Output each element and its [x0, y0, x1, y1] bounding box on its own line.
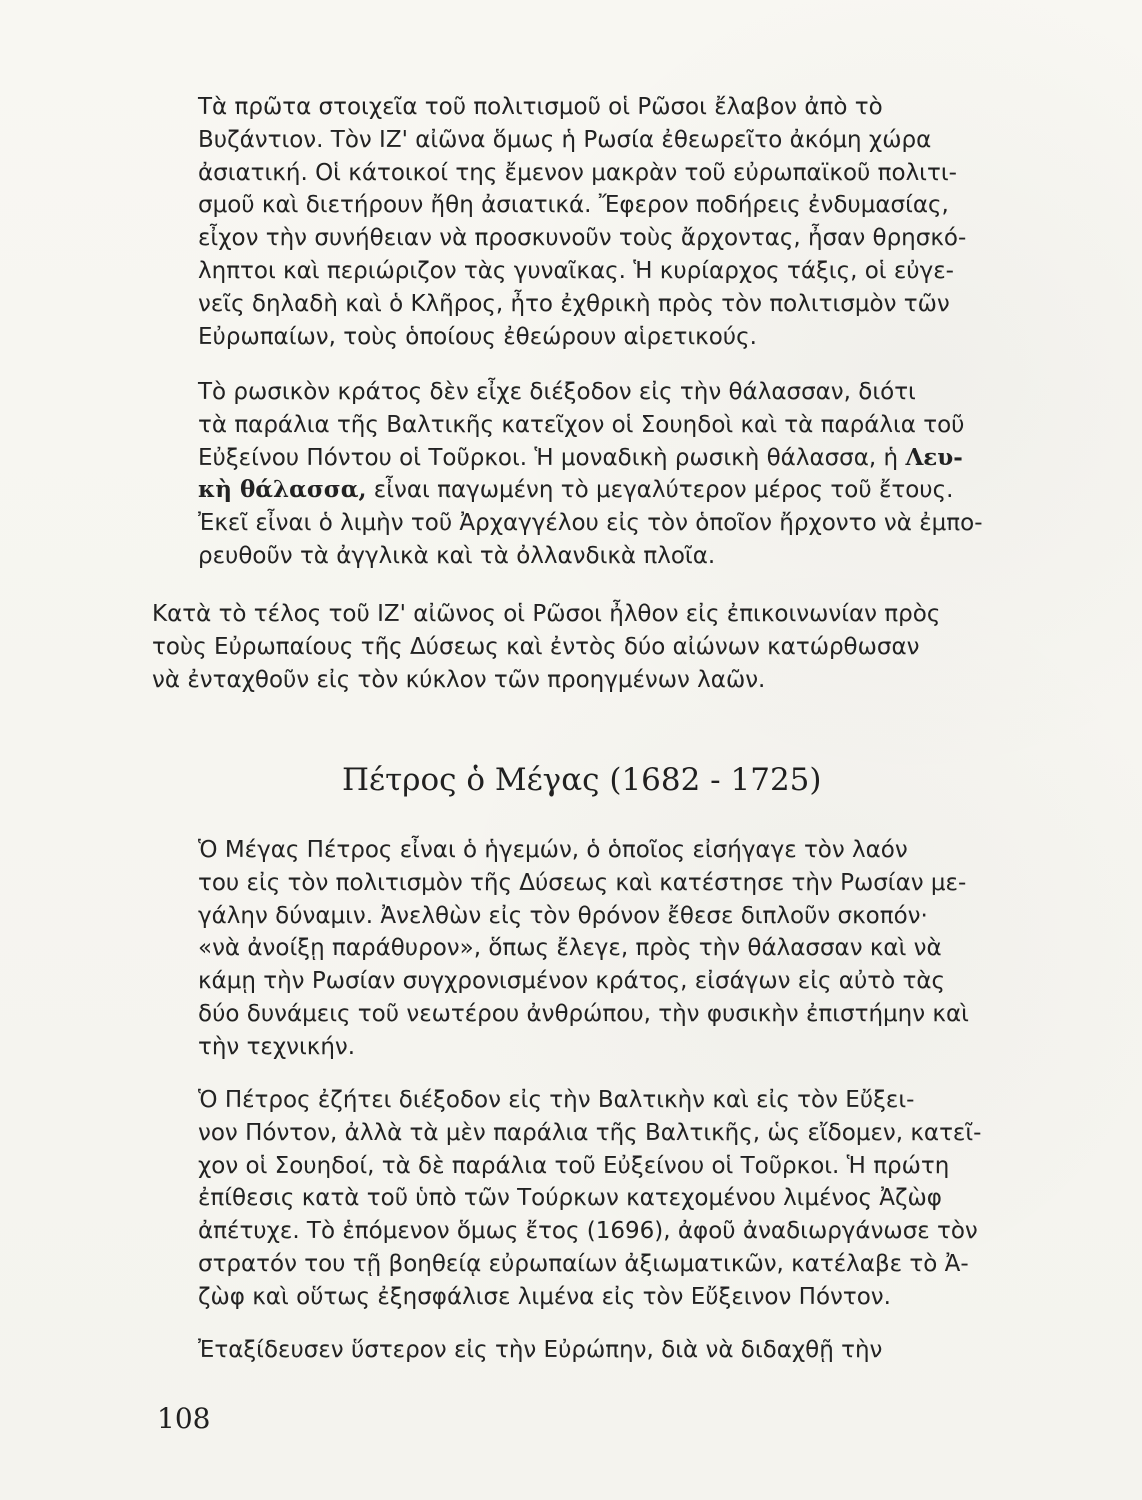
- paragraph-intro: [152, 91, 1012, 353]
- text-line: Τὰ πρῶτα στοιχεῖα τοῦ πολιτισμοῦ οἱ Ρῶσοι ἔλαβον ἀπὸ τὸ: [198, 94, 883, 120]
- text-line: Ἐκεῖ εἶναι ὁ λιμὴν τοῦ Ἀρχαγγέλου εἰς τὸν ὁποῖον ἤρχοντο νὰ ἐμπο-: [198, 510, 983, 537]
- text-line: κὴ θάλασσα, εἶναι παγωμένη τὸ μεγαλύτερον μέρος τοῦ ἔτους.: [198, 476, 954, 504]
- text-line: τὰ παράλια τῆς Βαλτικῆς κατεῖχον οἱ Σουηδοὶ καὶ τὰ παράλια τοῦ: [198, 411, 965, 438]
- text-line: χον οἱ Σουηδοί, τὰ δὲ παράλια τοῦ Εὐξείνου οἱ Τοῦρκοι. Ἡ πρώτη: [198, 1152, 950, 1179]
- text-line: Τὸ ρωσικὸν κράτος δὲν εἶχε διέξοδον εἰς τὴν θάλασσαν, διότι: [198, 379, 916, 405]
- text-line: ζὼφ καὶ οὕτως ἐξησφάλισε λιμένα εἰς τὸν Εὔξεινον Πόντον.: [198, 1283, 891, 1310]
- text-line: δύο δυνάμεις τοῦ νεωτέρου ἀνθρώπου, τὴν φυσικὴν ἐπιστήμην καὶ: [198, 1000, 969, 1027]
- text-line: ληπτοι καὶ περιώριζον τὰς γυναῖκας. Ἡ κυρίαρχος τάξις, οἱ εὐγε-: [198, 257, 954, 284]
- text-line: ἀσιατική. Οἱ κάτοικοί της ἔμενον μακρὰν τοῦ εὐρωπαϊκοῦ πολιτι-: [198, 159, 957, 186]
- section-heading: Πέτρος ὁ Μέγας (1682 - 1725): [342, 762, 822, 798]
- text-line: σμοῦ καὶ διετήρουν ἤθη ἀσιατικά. Ἔφερον ποδήρεις ἐνδυμασίας,: [198, 192, 949, 219]
- emphasis-text: Λευ-: [905, 443, 963, 471]
- text-line: Κατὰ τὸ τέλος τοῦ ΙΖ' αἰῶνος οἱ Ρῶσοι ἦλθον εἰς ἐπικοινωνίαν πρὸς: [152, 601, 941, 627]
- text-line: γάλην δύναμιν. Ἀνελθὼν εἰς τὸν θρόνον ἔθεσε διπλοῦν σκοπόν·: [198, 902, 928, 929]
- text-line: ἀπέτυχε. Τὸ ἑπόμενον ὅμως ἔτος (1696), ἀφοῦ ἀναδιωργάνωσε τὸν: [198, 1218, 978, 1245]
- paragraph-sea-access: [152, 376, 1012, 573]
- text-line: στρατόν του τῇ βοηθείᾳ εὐρωπαίων ἀξιωματικῶν, κατέλαβε τὸ Ἀ-: [198, 1250, 969, 1277]
- text-line: ρευθοῦν τὰ ἀγγλικὰ καὶ τὰ ὀλλανδικὰ πλοῖα.: [198, 542, 716, 569]
- text-line: Ὁ Μέγας Πέτρος εἶναι ὁ ἡγεμών, ὁ ὁποῖος εἰσήγαγε τὸν λαόν: [198, 837, 908, 863]
- text-line: «νὰ ἀνοίξῃ παράθυρον», ὅπως ἔλεγε, πρὸς τὴν θάλασσαν καὶ νὰ: [198, 935, 942, 962]
- paragraph-travel: [152, 1334, 1012, 1367]
- paragraph-contact-with-west: [152, 598, 1012, 696]
- emphasis-text: κὴ θάλασσα,: [198, 476, 367, 504]
- text-line: κάμῃ τὴν Ρωσίαν συγχρονισμένον κράτος, εἰσάγων εἰς αὐτὸ τὰς: [198, 968, 946, 995]
- text-line: νὰ ἐνταχθοῦν εἰς τὸν κύκλον τῶν προηγμένων λαῶν.: [152, 666, 766, 693]
- text-line: Ἐταξίδευσεν ὕστερον εἰς τὴν Εὐρώπην, διὰ νὰ διδαχθῇ τὴν: [198, 1337, 883, 1363]
- text-line: νεῖς δηλαδὴ καὶ ὁ Κλῆρος, ἦτο ἐχθρικὴ πρὸς τὸν πολιτισμὸν τῶν: [198, 290, 950, 317]
- text-line: Βυζάντιον. Τὸν ΙΖ' αἰῶνα ὅμως ἡ Ρωσία ἐθεωρεῖτο ἀκόμη χώρα: [198, 126, 932, 153]
- text-line: τὴν τεχνικήν.: [198, 1033, 356, 1060]
- text-line: εἶχον τὴν συνήθειαν νὰ προσκυνοῦν τοὺς ἄρχοντας, ἦσαν θρησκό-: [198, 225, 967, 252]
- text-line: Ὁ Πέτρος ἐζήτει διέξοδον εἰς τὴν Βαλτικὴν καὶ εἰς τὸν Εὔξει-: [198, 1087, 915, 1113]
- text-line: του εἰς τὸν πολιτισμὸν τῆς Δύσεως καὶ κατέστησε τὴν Ρωσίαν με-: [198, 869, 967, 896]
- page-number: 108: [157, 1402, 211, 1435]
- text-line: Εὐρωπαίων, τοὺς ὁποίους ἐθεώρουν αἱρετικούς.: [198, 323, 757, 350]
- paragraph-azov: [152, 1084, 1012, 1314]
- text-line: τοὺς Εὐρωπαίους τῆς Δύσεως καὶ ἐντὸς δύο αἰώνων κατώρθωσαν: [152, 633, 920, 660]
- text-line: νον Πόντον, ἀλλὰ τὰ μὲν παράλια τῆς Βαλτικῆς, ὡς εἴδομεν, κατεῖ-: [198, 1119, 982, 1146]
- text-line: ἐπίθεσις κατὰ τοῦ ὑπὸ τῶν Τούρκων κατεχομένου λιμένος Ἀζὼφ: [198, 1185, 942, 1212]
- paragraph-peter-introduction: [152, 834, 1012, 1064]
- text-line: Εὐξείνου Πόντου οἱ Τοῦρκοι. Ἡ μοναδικὴ ρωσικὴ θάλασσα, ἡ Λευ-: [198, 443, 963, 471]
